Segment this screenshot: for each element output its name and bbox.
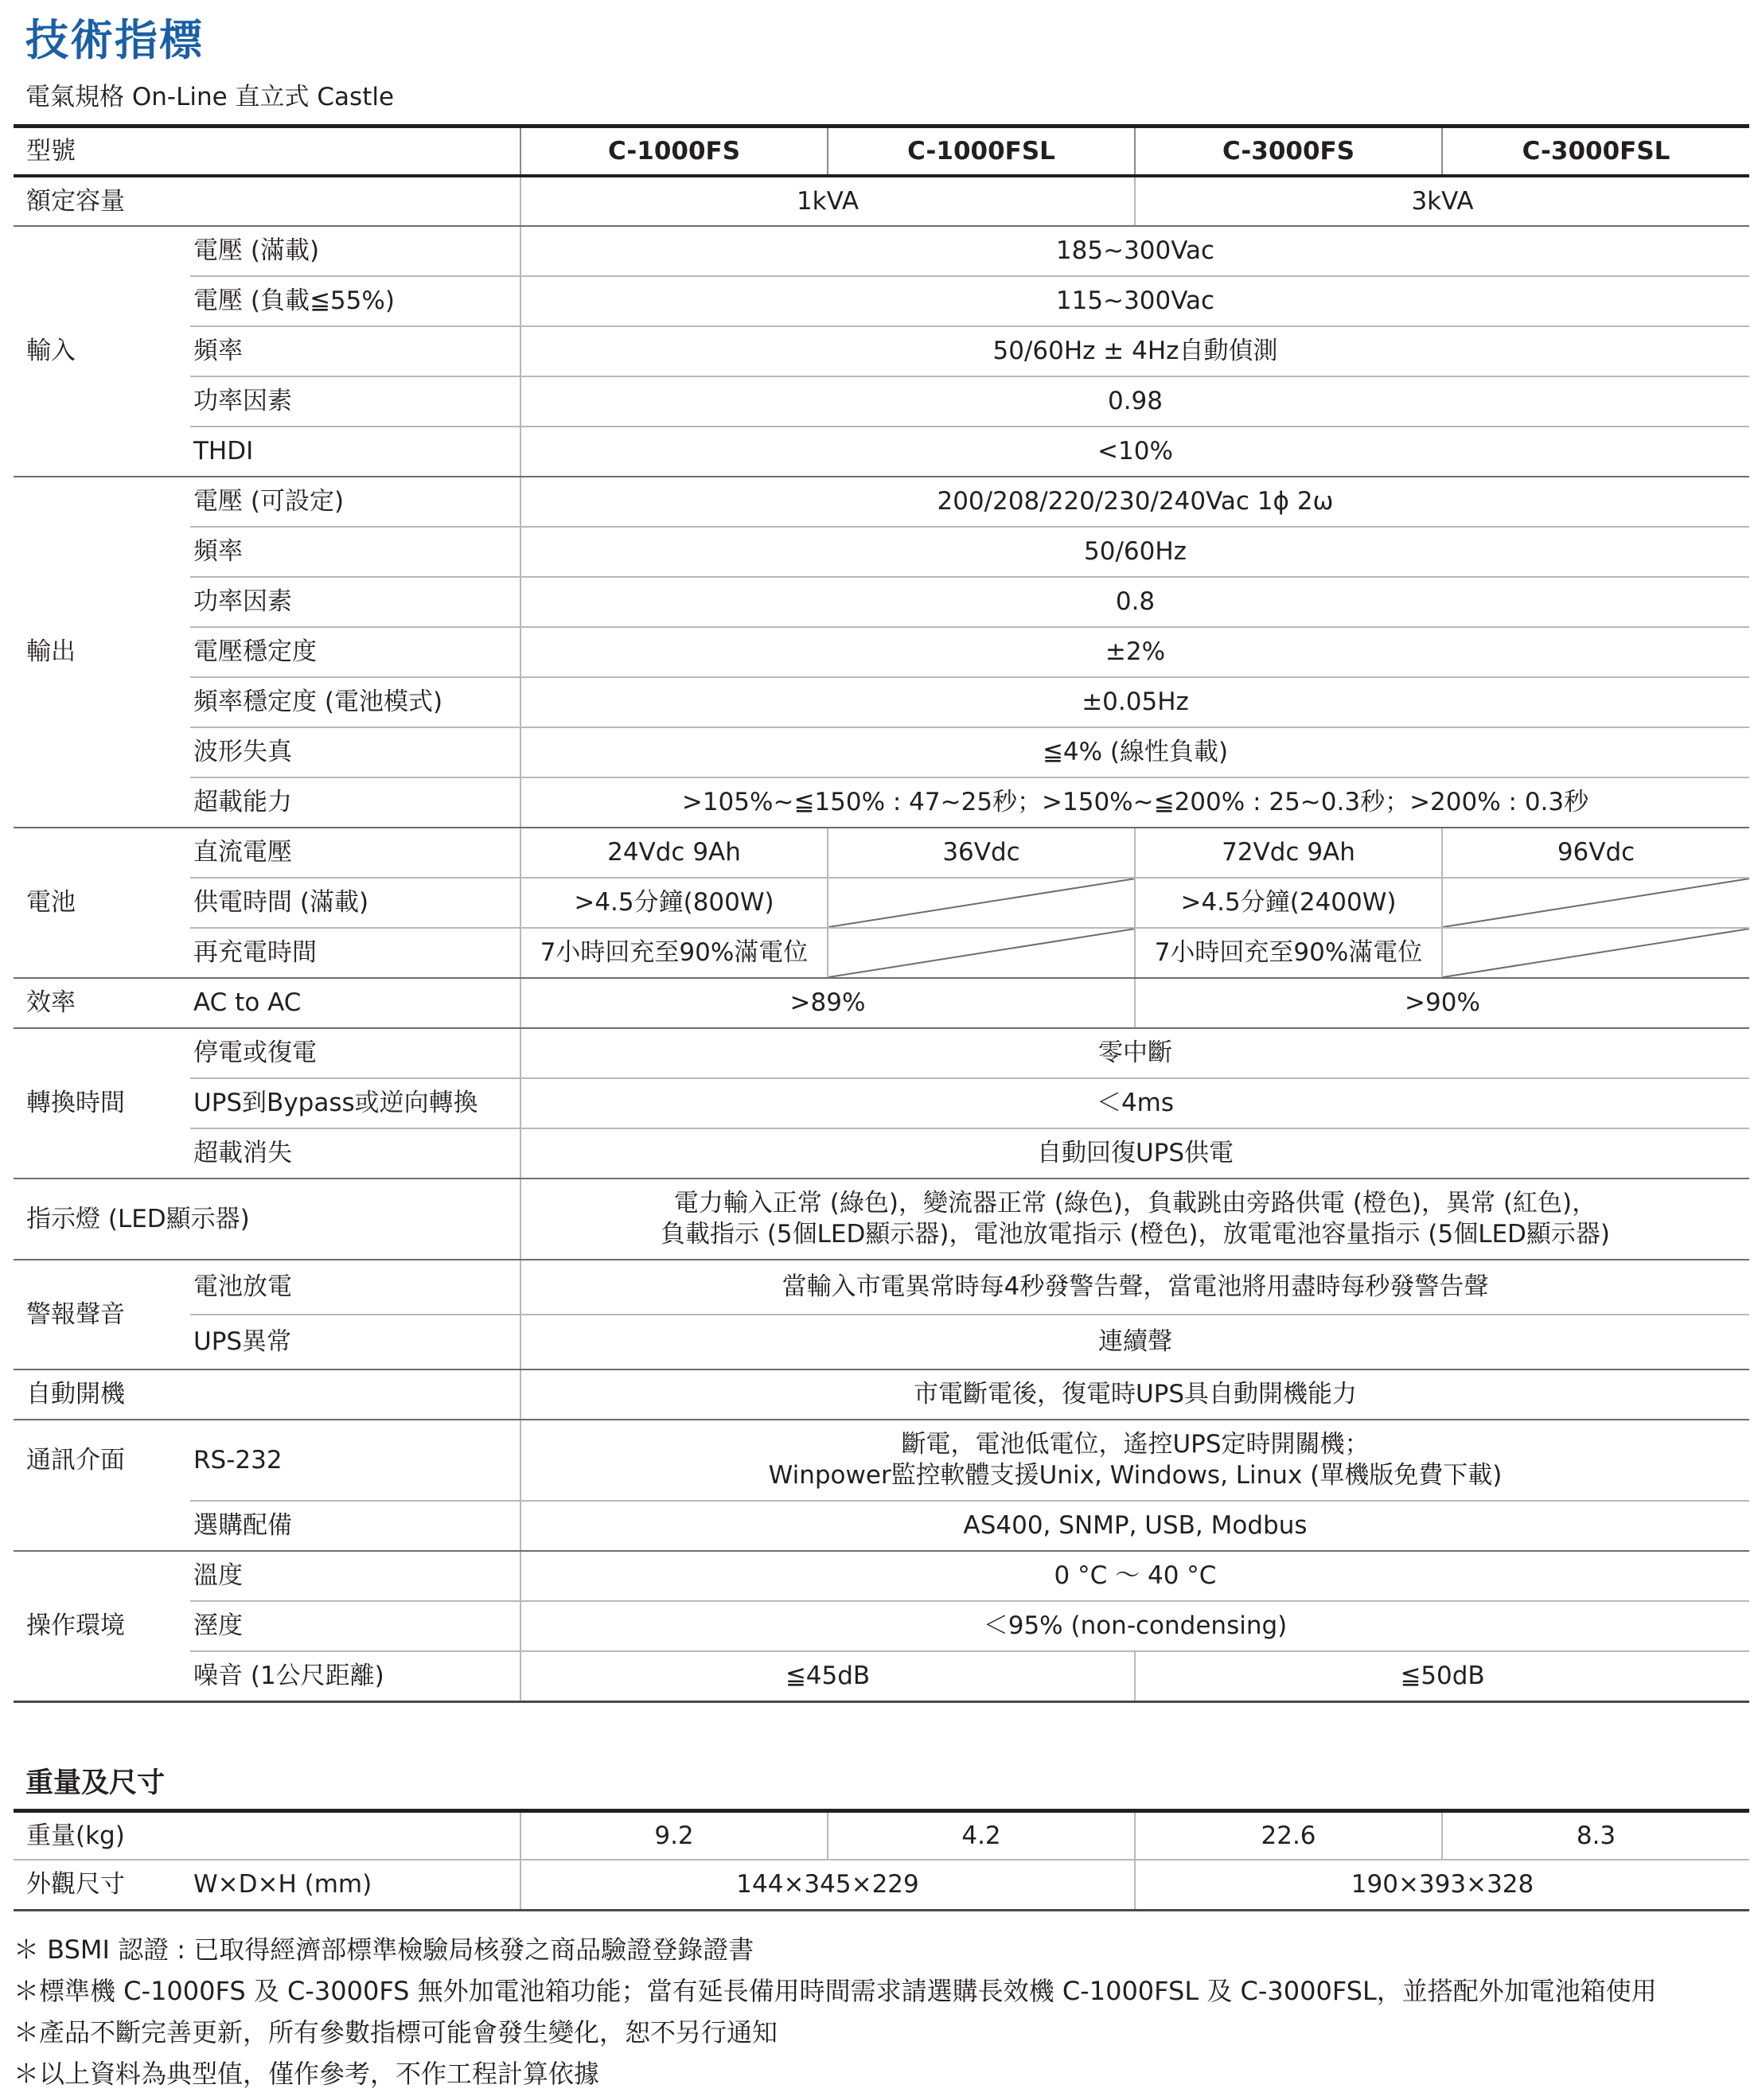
output-row-overload — [14, 777, 1749, 828]
battery-group-label: 電池 — [14, 828, 190, 978]
environment-group-label: 操作環境 — [14, 1551, 190, 1701]
env-temp-label: 溫度 — [190, 1551, 520, 1601]
transfer-bypass-label: UPS到Bypass或逆向轉換 — [190, 1078, 520, 1128]
battery-dc-c1000fs: 24Vdc 9Ah — [520, 828, 828, 878]
battery-dc-label: 直流電壓 — [190, 828, 520, 878]
battery-recharge-c3000fsl-empty — [1442, 928, 1749, 978]
dimension-sub-label: W×D×H (mm) — [190, 1860, 520, 1910]
model-c1000fsl: C-1000FSL — [828, 127, 1135, 177]
comm-option-value: AS400, SNMP, USB, Modbus — [520, 1501, 1749, 1551]
output-row-voltage — [14, 477, 1749, 527]
output-frequency-value: 50/60Hz — [520, 527, 1749, 577]
model-label: 型號 — [14, 127, 520, 177]
output-row-frequency-regulation — [14, 677, 1749, 727]
dimension-1kva: 144×345×229 — [520, 1860, 1135, 1910]
capacity-3kva: 3kVA — [1135, 176, 1749, 226]
weight-section-title: 重量及尺寸 — [25, 1767, 166, 1799]
input-pf-label: 功率因素 — [190, 376, 520, 427]
input-row-thdi — [14, 427, 1749, 477]
output-overload-value: >105%~≦150% : 47~25秒；>150%~≦200% : 25~0.3秒；>200% : 0.3秒 — [520, 777, 1749, 828]
output-vreg-value: ±2% — [520, 627, 1749, 677]
env-row-humidity — [14, 1601, 1749, 1651]
transfer-outage-label: 停電或復電 — [190, 1028, 520, 1078]
indicator-value — [520, 1179, 1749, 1260]
battery-dc-c3000fsl: 96Vdc — [1442, 828, 1749, 878]
battery-recharge-label: 再充電時間 — [190, 928, 520, 978]
output-row-voltage-regulation — [14, 627, 1749, 677]
battery-dc-c3000fs: 72Vdc 9Ah — [1135, 828, 1442, 878]
env-noise-label: 噪音 (1公尺距離) — [190, 1651, 520, 1701]
battery-dc-c1000fsl: 36Vdc — [828, 828, 1135, 878]
battery-row-dc-voltage — [14, 828, 1749, 878]
alarm-battery-value: 當輸入市電異常時每4秒發警告聲，當電池將用盡時每秒發警告聲 — [520, 1260, 1749, 1315]
battery-backup-c1000fs: >4.5分鐘(800W) — [520, 878, 828, 928]
diagonal-slash — [1443, 929, 1749, 977]
efficiency-3kva: >90% — [1135, 978, 1749, 1028]
env-row-noise — [14, 1651, 1749, 1701]
alarm-fault-label: UPS異常 — [190, 1315, 520, 1369]
efficiency-label: 效率 — [14, 978, 190, 1028]
capacity-1kva: 1kVA — [520, 176, 1135, 226]
output-voltage-label: 電壓 (可設定) — [190, 477, 520, 527]
alarm-group-label: 警報聲音 — [14, 1260, 190, 1369]
note-typical-values: ＊以上資料為典型值，僅作參考，不作工程計算依據 — [14, 2059, 600, 2089]
comm-rs232-line-2: Winpower監控軟體支援Unix, Windows, Linux (單機版免費下載) — [768, 1461, 1503, 1490]
efficiency-1kva: >89% — [520, 978, 1135, 1028]
output-overload-label: 超載能力 — [190, 777, 520, 828]
battery-row-backup-time — [14, 878, 1749, 928]
output-freg-value: ±0.05Hz — [520, 677, 1749, 727]
diagonal-slash — [828, 879, 1135, 927]
env-row-temperature — [14, 1551, 1749, 1601]
input-row-frequency — [14, 326, 1749, 376]
comm-row-rs232 — [14, 1420, 1749, 1501]
output-pf-label: 功率因素 — [190, 577, 520, 627]
output-distortion-label: 波形失真 — [190, 727, 520, 777]
input-group-label: 輸入 — [14, 226, 190, 477]
autostart-row — [14, 1369, 1749, 1420]
indicator-label: 指示燈 (LED顯示器) — [14, 1179, 520, 1260]
output-vreg-label: 電壓穩定度 — [190, 627, 520, 677]
weight-dimension-table — [14, 1809, 1749, 1911]
alarm-row-battery — [14, 1260, 1749, 1315]
comm-row-options — [14, 1501, 1749, 1551]
note-bsmi: ＊ BSMI 認證 : 已取得經濟部標準檢驗局核發之商品驗證登錄證書 — [14, 1934, 754, 1965]
dimension-3kva: 190×393×328 — [1135, 1860, 1749, 1910]
footnotes — [14, 1929, 1657, 2094]
dimension-label: 外觀尺寸 — [14, 1860, 190, 1910]
output-freg-label: 頻率穩定度 (電池模式) — [190, 677, 520, 727]
alarm-battery-label: 電池放電 — [190, 1260, 520, 1315]
weight-c3000fsl: 8.3 — [1442, 1811, 1749, 1860]
input-thdi-value: <10% — [520, 427, 1749, 477]
weight-c3000fs: 22.6 — [1135, 1811, 1442, 1860]
weight-label: 重量(kg) — [14, 1811, 520, 1860]
alarm-row-ups-fault — [14, 1315, 1749, 1369]
battery-recharge-c3000fs: 7小時回充至90%滿電位 — [1135, 928, 1442, 978]
battery-backup-c1000fsl-empty — [828, 878, 1135, 928]
autostart-label: 自動開機 — [14, 1369, 520, 1420]
transfer-group-label: 轉換時間 — [14, 1028, 190, 1179]
comm-option-label: 選購配備 — [190, 1501, 520, 1551]
comm-rs232-line-1: 斷電，電池低電位，遙控UPS定時開關機； — [901, 1430, 1370, 1459]
transfer-row-overload-clear — [14, 1128, 1749, 1179]
dimension-row — [14, 1860, 1749, 1910]
input-row-voltage-full — [14, 226, 1749, 276]
output-row-distortion — [14, 727, 1749, 777]
transfer-row-bypass — [14, 1078, 1749, 1128]
input-row-voltage-55 — [14, 276, 1749, 326]
input-row-power-factor — [14, 376, 1749, 427]
output-distortion-value: ≦4% (線性負載) — [520, 727, 1749, 777]
transfer-overload-value: 自動回復UPS供電 — [520, 1128, 1749, 1179]
comm-rs232-label: RS-232 — [190, 1420, 520, 1501]
input-voltage-full-label: 電壓 (滿載) — [190, 226, 520, 276]
page-title: 技術指標 — [25, 15, 204, 65]
transfer-bypass-value: ＜4ms — [520, 1078, 1749, 1128]
input-voltage-55-value: 115~300Vac — [520, 276, 1749, 326]
weight-c1000fs: 9.2 — [520, 1811, 828, 1860]
note-updates: ＊產品不斷完善更新，所有參數指標可能會發生變化，恕不另行通知 — [14, 2017, 778, 2047]
input-voltage-55-label: 電壓 (負載≦55%) — [190, 276, 520, 326]
alarm-fault-value: 連續聲 — [520, 1315, 1749, 1369]
capacity-label: 額定容量 — [14, 176, 520, 226]
comm-spacer — [14, 1501, 190, 1551]
transfer-row-outage — [14, 1028, 1749, 1078]
header-row — [14, 127, 1749, 177]
input-frequency-value: 50/60Hz ± 4Hz自動偵測 — [520, 326, 1749, 376]
input-frequency-label: 頻率 — [190, 326, 520, 376]
battery-row-recharge-time — [14, 928, 1749, 978]
electrical-spec-table — [14, 124, 1749, 1703]
autostart-value: 市電斷電後，復電時UPS具自動開機能力 — [520, 1369, 1749, 1420]
battery-backup-c3000fs: >4.5分鐘(2400W) — [1135, 878, 1442, 928]
weight-c1000fsl: 4.2 — [828, 1811, 1135, 1860]
env-noise-3kva: ≦50dB — [1135, 1651, 1749, 1701]
diagonal-slash — [1443, 879, 1749, 927]
indicator-line-1: 電力輸入正常 (綠色)，變流器正常 (綠色)，負載跳由旁路供電 (橙色)，異常 (紅色)， — [673, 1189, 1597, 1218]
comm-group-label: 通訊介面 — [26, 1446, 125, 1475]
output-group-label: 輸出 — [14, 477, 190, 828]
output-row-power-factor — [14, 577, 1749, 627]
battery-backup-label: 供電時間 (滿載) — [190, 878, 520, 928]
battery-recharge-c1000fsl-empty — [828, 928, 1135, 978]
transfer-overload-label: 超載消失 — [190, 1128, 520, 1179]
env-temp-value: 0 °C ～ 40 °C — [520, 1551, 1749, 1601]
env-noise-1kva: ≦45dB — [520, 1651, 1135, 1701]
note-standard-model: ＊標準機 C-1000FS 及 C-3000FS 無外加電池箱功能；當有延長備用時間需求請選購長效機 C-1000FSL 及 C-3000FSL，並搭配外加電池箱使用 — [14, 1976, 1657, 2006]
indicator-line-2: 負載指示 (5個LED顯示器)，電池放電指示 (橙色)，放電電池容量指示 (5個LED顯示器) — [660, 1220, 1611, 1249]
output-voltage-value: 200/208/220/230/240Vac 1ϕ 2ω — [520, 477, 1749, 527]
comm-rs232-value — [520, 1420, 1749, 1501]
efficiency-sub-label: AC to AC — [190, 978, 520, 1028]
output-pf-value: 0.8 — [520, 577, 1749, 627]
env-humidity-value: ＜95% (non-condensing) — [520, 1601, 1749, 1651]
output-row-frequency — [14, 527, 1749, 577]
input-voltage-full-value: 185~300Vac — [520, 226, 1749, 276]
battery-recharge-c1000fs: 7小時回充至90%滿電位 — [520, 928, 828, 978]
model-c3000fs: C-3000FS — [1135, 127, 1442, 177]
env-humidity-label: 溼度 — [190, 1601, 520, 1651]
diagonal-slash — [828, 929, 1135, 977]
spec-subtitle: 電氣規格 On-Line 直立式 Castle — [25, 83, 395, 111]
input-thdi-label: THDI — [190, 427, 520, 477]
output-frequency-label: 頻率 — [190, 527, 520, 577]
model-c3000fsl: C-3000FSL — [1442, 127, 1749, 177]
efficiency-row — [14, 978, 1749, 1028]
transfer-outage-value: 零中斷 — [520, 1028, 1749, 1078]
model-c1000fs: C-1000FS — [520, 127, 828, 177]
capacity-row — [14, 176, 1749, 226]
indicator-row — [14, 1179, 1749, 1260]
battery-backup-c3000fsl-empty — [1442, 878, 1749, 928]
weight-row — [14, 1811, 1749, 1860]
input-pf-value: 0.98 — [520, 376, 1749, 427]
